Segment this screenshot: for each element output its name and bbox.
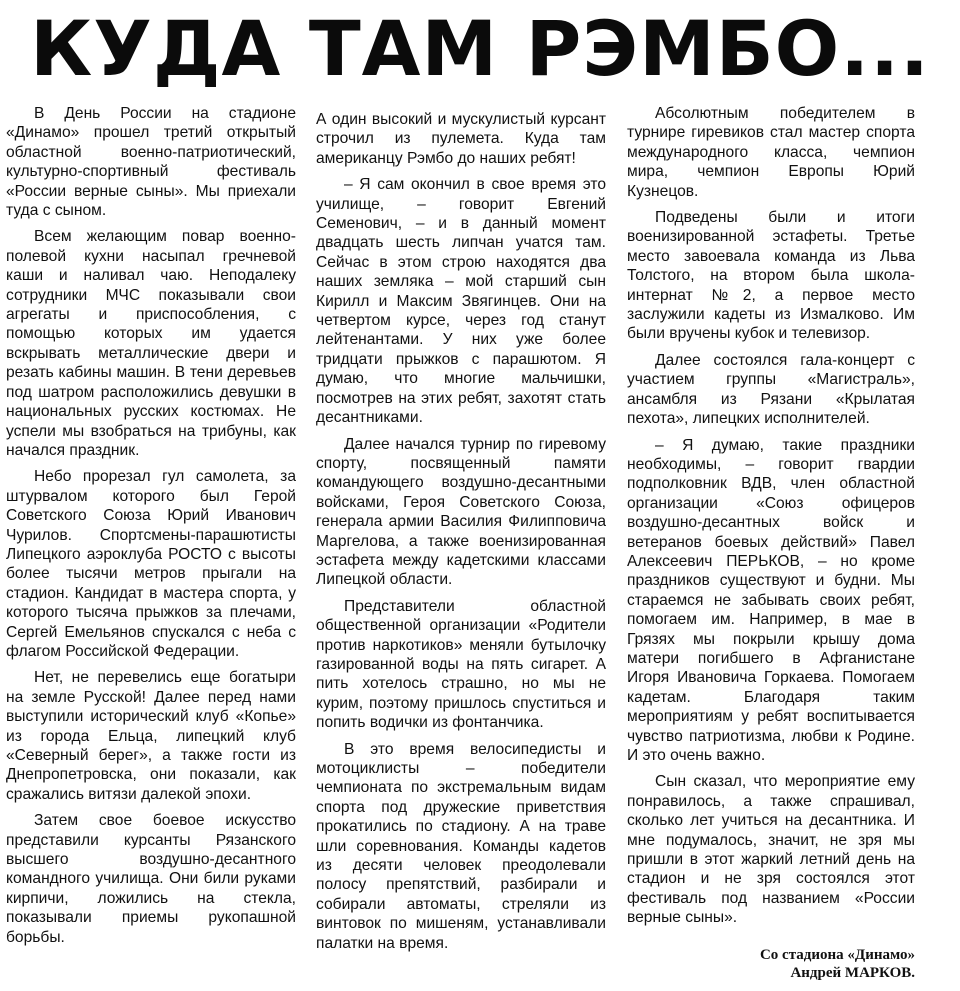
author-signature bbox=[627, 946, 915, 982]
article-paragraph: – Я сам окончил в свое время это училище, – говорит Евгений Семенович, – и в данный момент двадцать шесть липчан учатся там. Сейчас в этом строю находятся два наших земляка – мой старший сын Кирилл и Максим Звягинцев. Они на четвертом курсе, через год станут лейтенантами. У них уже более тридцати прыжков с парашютом. Я думаю, что многие мальчишки, посмотрев на этих ребят, захотят стать десантниками. bbox=[316, 176, 606, 427]
article-paragraph: Сын сказал, что мероприятие ему понравилось, а также спрашивал, сколько лет учиться на десантника. И мне подумалось, значит, не зря мы пришли в этот жаркий летний день на стадион и не зря состоялся этот фестиваль под названием «России верные сыны». bbox=[627, 773, 915, 927]
article-paragraph: Всем желающим повар военно-полевой кухни насыпал гречневой каши и наливал чаю. Неподалеку сотрудники МЧС показывали свои агрегаты и приспособления, с помощью которых им удается вскрывать металлические двери и резать кабины машин. В тени деревьев под шатром расположились девушки в национальных русских костюмах. Не успели мы взобраться на трибуны, как начался праздник. bbox=[6, 228, 296, 459]
article-paragraph: Нет, не перевелись еще богатыри на земле Русской! Далее перед нами выступили исторический клуб «Копье» из города Ельца, липецкий клуб «Северный берег», а также гости из Днепропетровска, они показали, как сражались витязи далекой эпохи. bbox=[6, 669, 296, 803]
article-paragraph: Абсолютным победителем в турнире гиревиков стал мастер спорта международного класса, чемпион мира, чемпион Европы Юрий Кузнецов. bbox=[627, 105, 915, 200]
article-paragraph: – Я думаю, такие праздники необходимы, – говорит гвардии подполковник ВДВ, член областной организации «Союз офицеров воздушно-десантных войск и ветеранов боевых действий» Павел Алексеевич ПЕРЬКОВ, – но кроме праздников существуют и будни. Мы стараемся не забывать своих ребят, помогаем им. Например, в мае в Грязях мы покрыли крышу дома матери погибшего в Афганистане Игоря Ивановича Горкаева. Помогаем кадетам. Благодаря таким мероприятиям у ребят воспитывается чувство патриотизма, любви к Родине. И это очень важно. bbox=[627, 436, 915, 764]
signature-source: Со стадиона «Динамо» bbox=[759, 946, 915, 963]
article-paragraph: В это время велосипедисты и мотоциклисты – победители чемпионата по экстремальным видам спорта под дружеские приветствия прокатились по стадиону. А на траве шли соревнования. Команды кадетов из десяти человек преодолевали полосу препятствий, разбирали и собирали автоматы, стреляли из винтовок по мишеням, устанавливали палатки на время. bbox=[316, 740, 606, 952]
article-column-3 bbox=[627, 104, 915, 984]
article-paragraph: Затем свое боевое искусство представили курсанты Рязанского высшего воздушно-десантного командного училища. Они били руками кирпичи, ложились на стекла, показывали приемы рукопашной борьбы. bbox=[6, 812, 296, 946]
article-paragraph: Небо прорезал гул самолета, за штурвалом которого был Герой Советского Союза Юрий Иванович Чурилов. Спортсмены-парашютисты Липецкого аэроклуба РОСТО с высоты более тысячи метров прыгали на стадион. Кандидат в мастера спорта, у которого тысяча прыжков за плечами, Сергей Емельянов спускался с неба с флагом Российской Федерации. bbox=[6, 468, 296, 660]
article-paragraph: Представители областной общественной организации «Родители против наркотиков» меняли бутылочку газированной воды на пять сигарет. А пить хотелось страшно, но мы не курим, поэтому пришлось спуститься и попить водички из фонтанчика. bbox=[316, 597, 606, 732]
article-paragraph: Далее состоялся гала-концерт с участием группы «Магистраль», ансамбля из Рязани «Крылатая пехота», липецких исполнителей. bbox=[627, 351, 915, 428]
article-paragraph: А один высокий и мускулистый курсант строчил из пулемета. Куда там американцу Рэмбо до наших ребят! bbox=[316, 111, 606, 167]
article-paragraph: Подведены были и итоги военизированной эстафеты. Третье место завоевала команда из Льва Толстого, на втором была школа-интернат №2, а первое место заслужили кадеты из Измалково. Им были вручены кубок и телевизор. bbox=[627, 209, 915, 343]
signature-author: Андрей МАРКОВ. bbox=[790, 964, 915, 981]
article-paragraph: Далее начался турнир по гиревому спорту, посвященный памяти командующего воздушно-десантными войсками, Героя Советского Союза, генерала армии Василия Филипповича Маргелова, а также военизированная эстафета между кадетскими классами Липецкой области. bbox=[316, 435, 606, 589]
article-column-2 bbox=[316, 110, 606, 990]
article-paragraph: В День России на стадионе «Динамо» прошел третий открытый областной военно-патриотический, культурно-спортивный фестиваль «России верные сыны». Мы приехали туда с сыном. bbox=[6, 105, 296, 220]
article-headline: КУДА ТАМ РЭМБО... bbox=[30, 4, 930, 93]
article-column-1 bbox=[6, 104, 296, 984]
